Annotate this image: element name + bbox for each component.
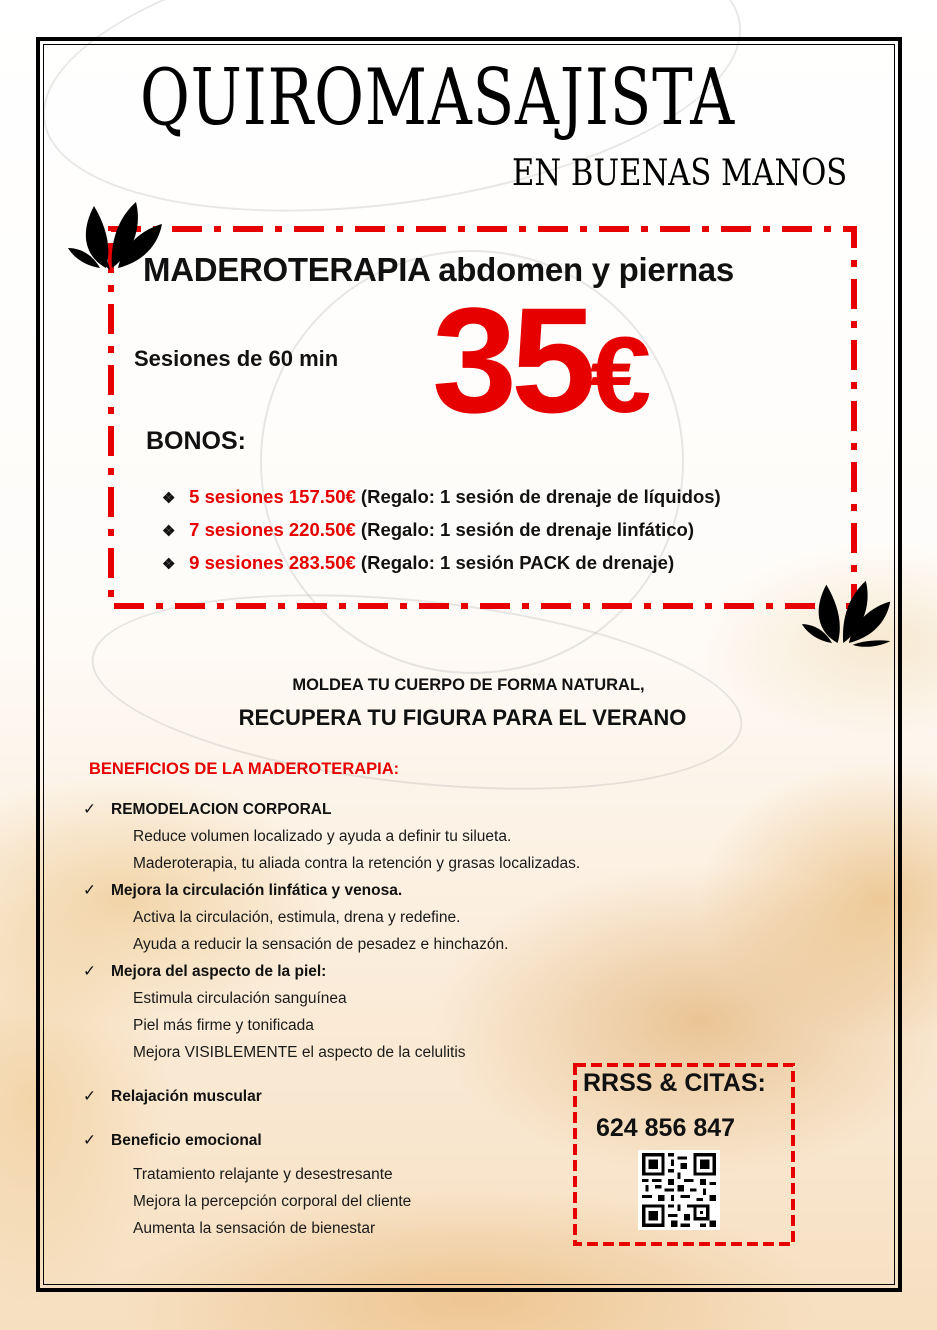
diamond-bullet-icon: ❖ bbox=[162, 490, 176, 507]
bonos-title: BONOS: bbox=[146, 427, 246, 455]
benefit-item bbox=[83, 958, 683, 1066]
benefit-heading: Relajación muscular bbox=[111, 1088, 262, 1105]
contact-phone[interactable]: 624 856 847 bbox=[596, 1114, 736, 1142]
bono-gift: (Regalo: 1 sesión de drenaje linfático) bbox=[360, 519, 694, 540]
check-icon: ✓ bbox=[83, 1132, 96, 1149]
bono-label: 5 sesiones 157.50€ bbox=[189, 486, 356, 507]
benefit-line: Mejora VISIBLEMENTE el aspecto de la celulitis bbox=[133, 1044, 466, 1061]
check-icon: ✓ bbox=[83, 963, 96, 980]
benefit-heading: Mejora del aspecto de la piel: bbox=[111, 963, 327, 980]
benefits-title: BENEFICIOS DE LA MADEROTERAPIA: bbox=[89, 760, 400, 778]
check-icon: ✓ bbox=[83, 801, 96, 818]
benefit-heading: Mejora la circulación linfática y venosa. bbox=[111, 882, 403, 899]
brand-subtitle: EN BUENAS MANOS bbox=[512, 153, 848, 194]
bono-label: 7 sesiones 220.50€ bbox=[189, 519, 356, 540]
benefit-heading: REMODELACION CORPORAL bbox=[111, 801, 332, 818]
benefit-item bbox=[83, 1127, 683, 1242]
session-length: Sesiones de 60 min bbox=[134, 346, 339, 371]
bono-item bbox=[162, 547, 721, 580]
service-heading: MADEROTERAPIA abdomen y piernas bbox=[143, 251, 734, 288]
diamond-bullet-icon: ❖ bbox=[162, 523, 176, 540]
lotus-icon bbox=[800, 574, 894, 648]
benefit-line: Piel más firme y tonificada bbox=[133, 1017, 314, 1034]
slogan-line-2: RECUPERA TU FIGURA PARA EL VERANO bbox=[238, 705, 687, 730]
price bbox=[432, 276, 652, 455]
check-icon: ✓ bbox=[83, 882, 96, 899]
bonos-list bbox=[162, 481, 721, 580]
qr-code-icon[interactable] bbox=[638, 1150, 720, 1230]
brand-title: QUIROMASAJISTA bbox=[140, 53, 735, 143]
benefit-item bbox=[83, 796, 683, 877]
bono-label: 9 sesiones 283.50€ bbox=[189, 552, 356, 573]
contact-title: RRSS & CITAS: bbox=[583, 1069, 766, 1097]
benefit-line: Aumenta la sensación de bienestar bbox=[133, 1220, 376, 1237]
bono-gift: (Regalo: 1 sesión PACK de drenaje) bbox=[360, 552, 675, 573]
slogan-line-1: MOLDEA TU CUERPO DE FORMA NATURAL, bbox=[292, 676, 645, 694]
benefit-heading: Beneficio emocional bbox=[111, 1132, 262, 1149]
benefit-line: Ayuda a reducir la sensación de pesadez e hinchazón. bbox=[133, 936, 509, 953]
benefit-item bbox=[83, 877, 683, 958]
bono-item bbox=[162, 514, 721, 547]
benefit-line: Maderoterapia, tu aliada contra la retención y grasas localizadas. bbox=[133, 855, 581, 872]
price-number: 35 bbox=[432, 276, 590, 444]
bono-gift: (Regalo: 1 sesión de drenaje de líquidos) bbox=[360, 486, 721, 507]
benefit-line: Tratamiento relajante y desestresante bbox=[133, 1166, 393, 1183]
bono-item bbox=[162, 481, 721, 514]
benefit-line: Reduce volumen localizado y ayuda a definir tu silueta. bbox=[133, 828, 512, 845]
benefit-line: Activa la circulación, estimula, drena y redefine. bbox=[133, 909, 461, 926]
benefit-line: Mejora la percepción corporal del cliente bbox=[133, 1193, 412, 1210]
benefit-line: Estimula circulación sanguínea bbox=[133, 990, 347, 1007]
price-currency: € bbox=[589, 314, 652, 435]
check-icon: ✓ bbox=[83, 1088, 96, 1105]
benefits-list bbox=[83, 796, 683, 1242]
diamond-bullet-icon: ❖ bbox=[162, 556, 176, 573]
